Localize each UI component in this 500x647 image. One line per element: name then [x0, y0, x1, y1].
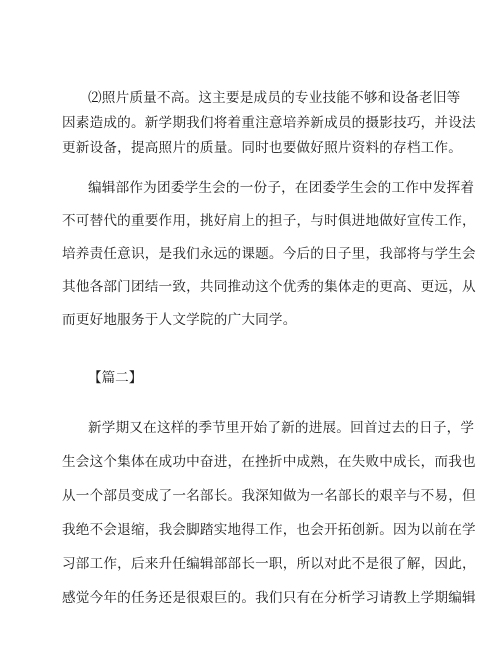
paragraph-2-line-1: 编辑部作为团委学生会的一份子，在团委学生会的工作中发挥着 [88, 180, 475, 196]
paragraph-3-line-2: 生会这个集体在成功中奋进，在挫折中成熟，在失败中成长，而我也 [62, 454, 476, 470]
paragraph-2-line-5: 而更好地服务于人文学院的广大同学。 [62, 312, 297, 328]
paragraph-3-line-1: 新学期又在这样的季节里开始了新的进展。回首过去的日子，学 [88, 420, 475, 436]
paragraph-1-line-1: ⑵照片质量不高。这主要是成员的专业技能不够和设备老旧等 [88, 90, 461, 106]
paragraph-3-line-3: 从一个部员变成了一名部长。我深知做为一名部长的艰辛与不易，但 [62, 488, 476, 504]
section-heading: 【篇二】 [88, 370, 143, 386]
paragraph-3-line-6: 感觉今年的任务还是很艰巨的。我们只有在分析学习请教上学期编辑 [62, 590, 476, 606]
paragraph-3-line-5: 习部工作，后来升任编辑部部长一职，所以对此不是很了解，因此， [62, 556, 476, 572]
paragraph-2-line-4: 其他各部门团结一致，共同推动这个优秀的集体走的更高、更远，从 [62, 279, 476, 295]
paragraph-1-line-2: 因素造成的。新学期我们将着重注意培养新成员的摄影技巧，并设法 [62, 115, 476, 131]
paragraph-3-line-4: 我绝不会退缩，我会脚踏实地得工作，也会开拓创新。因为以前在学 [62, 522, 476, 538]
paragraph-2-line-3: 培养责任意识，是我们永远的课题。今后的日子里，我部将与学生会 [62, 246, 476, 262]
paragraph-2-line-2: 不可替代的重要作用，挑好肩上的担子，与时俱进地做好宣传工作， [62, 213, 476, 229]
paragraph-1-line-3: 更新设备，提高照片的质量。同时也要做好照片资料的存档工作。 [62, 140, 463, 156]
